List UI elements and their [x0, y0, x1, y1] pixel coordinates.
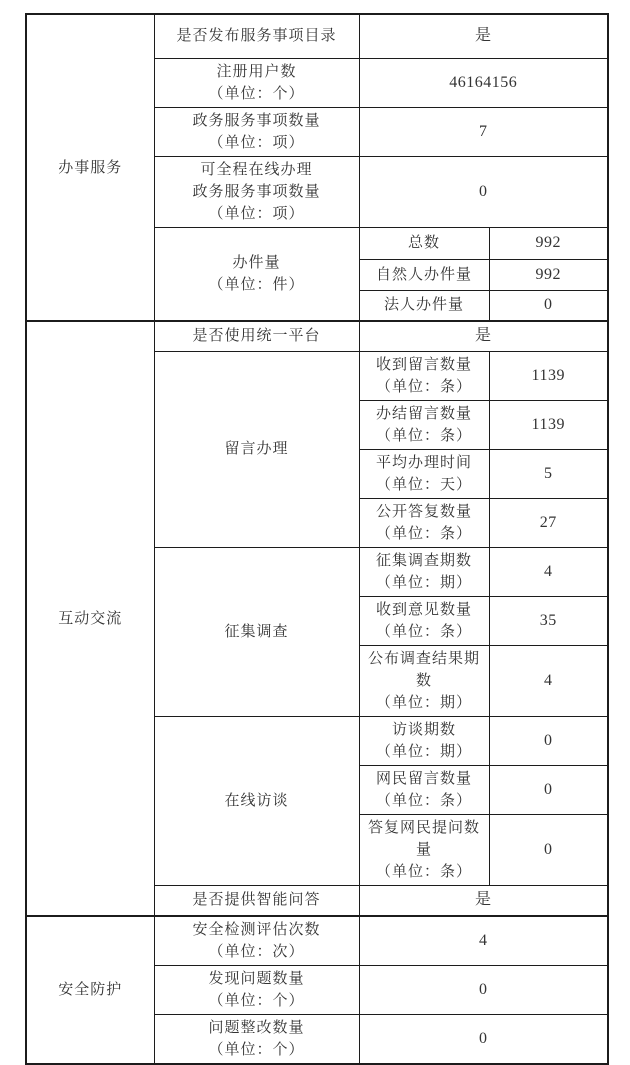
- unit-text: （单位：个）: [208, 993, 305, 1009]
- subrow-label: [359, 351, 489, 400]
- group-label-zaixianfangtan: 在线访谈: [154, 716, 359, 885]
- subrow-value: 0: [489, 814, 608, 885]
- label-text: 办件量: [232, 254, 281, 271]
- label-text: 收到意见数量: [375, 601, 472, 618]
- subrow-value: 1139: [489, 400, 608, 449]
- row-label: [154, 58, 359, 107]
- section-category-hudongjiaoliu: 互动交流: [26, 321, 154, 916]
- row-value: 46164156: [359, 58, 608, 107]
- group-label-banjianliang: [154, 227, 359, 321]
- unit-text: （单位：期）: [375, 743, 472, 760]
- row-label: 是否发布服务事项目录: [154, 14, 359, 58]
- government-service-report-table: [25, 13, 609, 1065]
- row-label: [154, 156, 359, 227]
- unit-text: （单位：条）: [375, 623, 472, 640]
- subrow-value: 992: [489, 259, 608, 290]
- unit-text: （单位：条）: [375, 792, 472, 809]
- label-text: 政务服务事项数量: [192, 112, 321, 129]
- subrow-label: [359, 547, 489, 596]
- subrow-label: 自然人办件量: [359, 259, 489, 290]
- unit-text: （单位：件）: [208, 276, 305, 293]
- label-text: 公开答复数量: [375, 503, 472, 520]
- label-text: 注册用户数: [216, 63, 297, 80]
- row-value: 0: [359, 156, 608, 227]
- label-text: 收到留言数量: [375, 356, 472, 373]
- subrow-label: [359, 814, 489, 885]
- unit-text: （单位：条）: [375, 427, 472, 444]
- subrow-value: 5: [489, 449, 608, 498]
- row-label: [154, 1015, 359, 1065]
- subrow-label: [359, 765, 489, 814]
- row-label: [154, 107, 359, 156]
- subrow-label: [359, 400, 489, 449]
- subrow-label: [359, 498, 489, 547]
- subrow-label: 法人办件量: [359, 290, 489, 321]
- row-value: 是: [359, 14, 608, 58]
- table-row: [26, 14, 608, 58]
- table-row: [26, 321, 608, 351]
- group-label-liuyanbanli: 留言办理: [154, 351, 359, 547]
- subrow-label: [359, 645, 489, 716]
- unit-text: （单位：条）: [375, 863, 472, 880]
- label-text: 公布调查结果期数: [367, 650, 480, 689]
- subrow-label: [359, 716, 489, 765]
- label-text: 征集调查期数: [375, 552, 472, 569]
- section-category-banshifuwu: 办事服务: [26, 14, 154, 321]
- subrow-value: 0: [489, 765, 608, 814]
- row-value: 是: [359, 321, 608, 351]
- unit-text: （单位：个）: [208, 1042, 305, 1058]
- row-value: 4: [359, 916, 608, 966]
- unit-text: （单位：条）: [375, 525, 472, 542]
- label-text: 政务服务事项数量: [192, 183, 321, 200]
- subrow-label: [359, 596, 489, 645]
- unit-text: （单位：个）: [208, 85, 305, 102]
- group-label-zhengjidiaocha: 征集调查: [154, 547, 359, 716]
- label-text: 发现问题数量: [208, 971, 305, 987]
- subrow-value: 0: [489, 716, 608, 765]
- annual-report-table-page: [0, 13, 630, 1058]
- label-text: 平均办理时间: [375, 454, 472, 471]
- subrow-value: 1139: [489, 351, 608, 400]
- row-label: [154, 966, 359, 1015]
- row-value: 0: [359, 966, 608, 1015]
- label-text: 网民留言数量: [375, 770, 472, 787]
- row-label: 是否使用统一平台: [154, 321, 359, 351]
- label-text: 答复网民提问数量: [367, 819, 480, 858]
- label-text: 可全程在线办理: [200, 161, 313, 178]
- subrow-value: 0: [489, 290, 608, 321]
- unit-text: （单位：期）: [375, 574, 472, 591]
- label-text: 安全检测评估次数: [192, 922, 321, 938]
- row-label: [154, 916, 359, 966]
- table-row: [26, 916, 608, 966]
- subrow-value: 27: [489, 498, 608, 547]
- subrow-value: 4: [489, 645, 608, 716]
- row-value: 是: [359, 885, 608, 916]
- subrow-label: 总数: [359, 227, 489, 259]
- label-text: 办结留言数量: [375, 405, 472, 422]
- subrow-value: 35: [489, 596, 608, 645]
- unit-text: （单位：次）: [208, 944, 305, 960]
- unit-text: （单位：项）: [208, 205, 305, 222]
- row-value: 7: [359, 107, 608, 156]
- row-label: 是否提供智能问答: [154, 885, 359, 916]
- subrow-value: 4: [489, 547, 608, 596]
- subrow-label: [359, 449, 489, 498]
- subrow-value: 992: [489, 227, 608, 259]
- unit-text: （单位：项）: [208, 134, 305, 151]
- section-category-anquanfanghu: 安全防护: [26, 916, 154, 1064]
- label-text: 访谈期数: [391, 721, 456, 738]
- unit-text: （单位：期）: [375, 694, 472, 711]
- unit-text: （单位：条）: [375, 378, 472, 395]
- label-text: 问题整改数量: [208, 1020, 305, 1036]
- unit-text: （单位：天）: [375, 476, 472, 493]
- row-value: 0: [359, 1015, 608, 1065]
